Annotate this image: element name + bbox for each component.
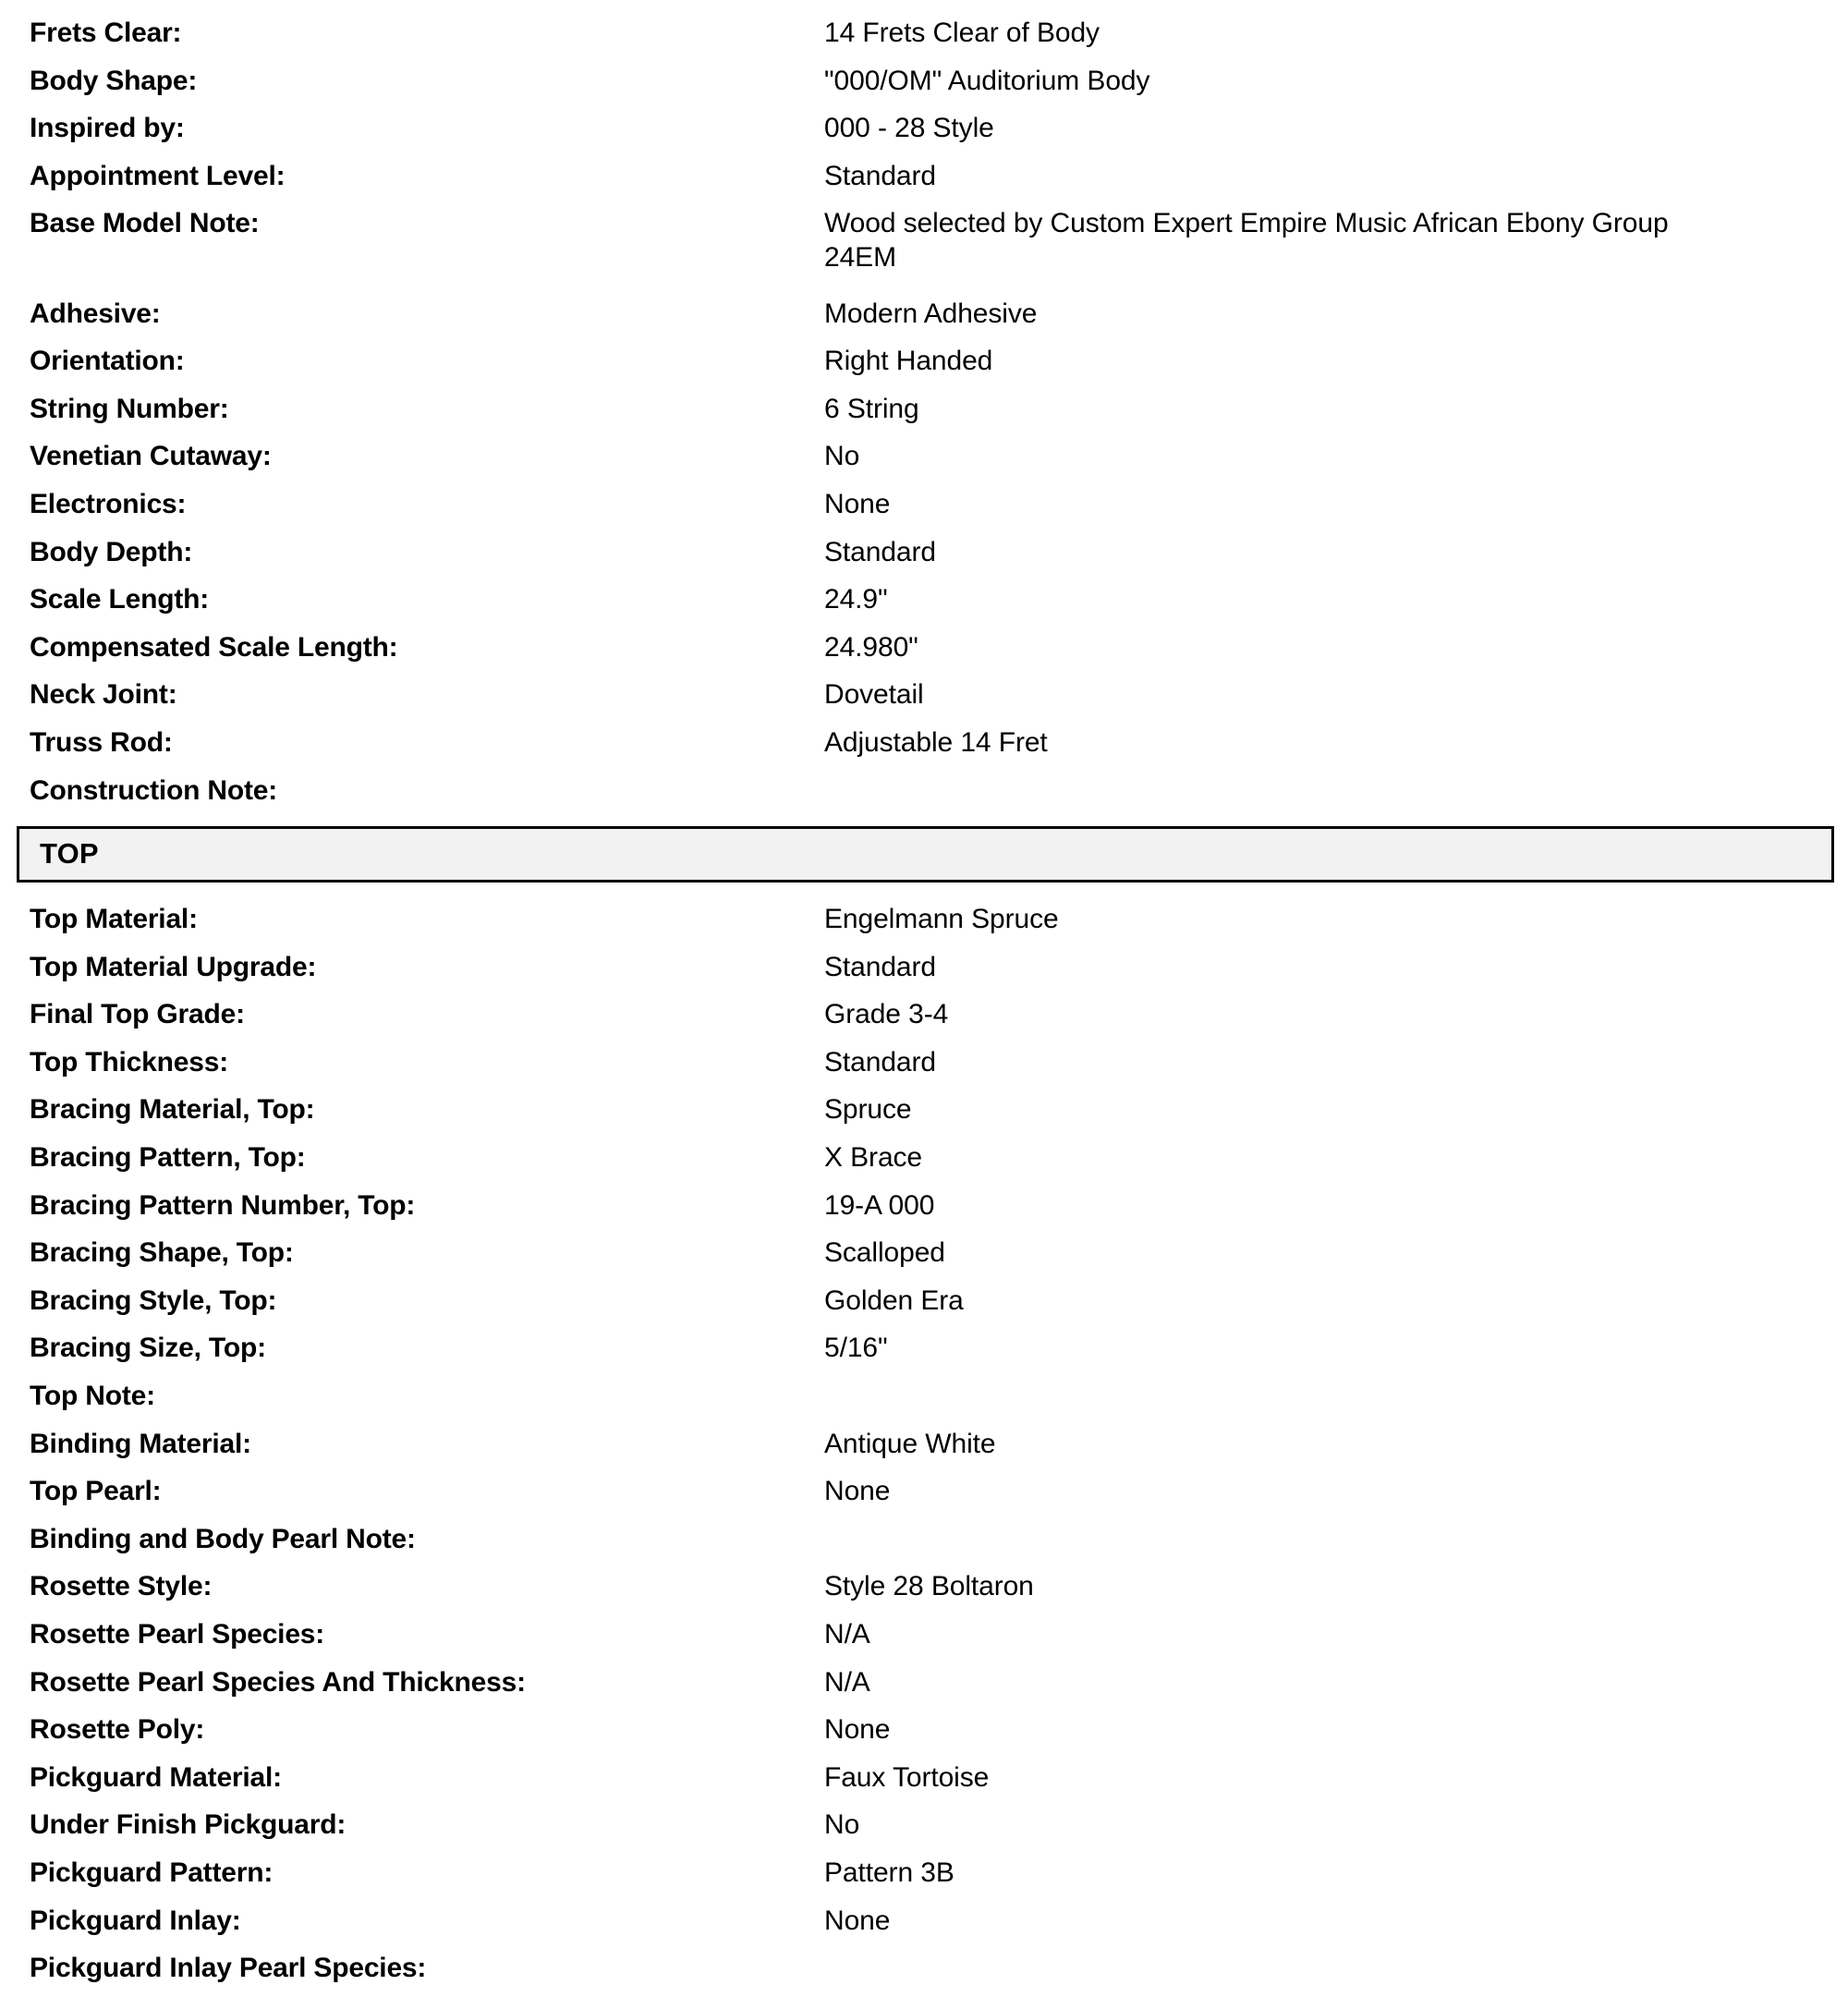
- spec-label: Bracing Material, Top:: [30, 1094, 315, 1126]
- spec-label: Pickguard Inlay Pearl Species:: [30, 1953, 427, 1984]
- spec-row: [11, 1428, 1837, 1462]
- spec-value: Faux Tortoise: [824, 1761, 990, 1793]
- spec-label: Bracing Shape, Top:: [30, 1237, 294, 1269]
- spec-value: None: [824, 488, 891, 519]
- spec-label: Rosette Pearl Species:: [30, 1619, 325, 1650]
- spec-value: Standard: [824, 1046, 936, 1078]
- spec-value: Pattern 3B: [824, 1857, 954, 1888]
- spec-row: [11, 298, 1837, 332]
- spec-value: 000 - 28 Style: [824, 113, 994, 144]
- spec-row: [11, 583, 1837, 617]
- spec-value: Standard: [824, 951, 936, 982]
- spec-value: Style 28 Boltaron: [824, 1571, 1034, 1602]
- spec-value: Scalloped: [824, 1237, 945, 1269]
- spec-label: Adhesive:: [30, 298, 161, 329]
- spec-label: Appointment Level:: [30, 160, 286, 191]
- spec-row: [11, 998, 1837, 1032]
- spec-row: [11, 1857, 1837, 1891]
- spec-label: Base Model Note:: [30, 208, 260, 239]
- spec-row: [11, 1046, 1837, 1080]
- spec-label: Orientation:: [30, 346, 185, 377]
- spec-value: Spruce: [824, 1094, 912, 1126]
- spec-value: Standard: [824, 160, 936, 191]
- spec-row: [11, 1475, 1837, 1509]
- spec-label: Bracing Size, Top:: [30, 1333, 266, 1364]
- spec-value: Standard: [824, 536, 936, 567]
- spec-label: Bracing Pattern Number, Top:: [30, 1189, 416, 1221]
- spec-row: [11, 1332, 1837, 1366]
- spec-row: [11, 1523, 1837, 1557]
- spec-value: No: [824, 1809, 860, 1841]
- spec-label: Top Thickness:: [30, 1046, 229, 1078]
- spec-value: 5/16": [824, 1333, 888, 1364]
- spec-value: Dovetail: [824, 679, 924, 711]
- spec-value: Golden Era: [824, 1285, 964, 1316]
- spec-row: [11, 1952, 1837, 1986]
- spec-value: Right Handed: [824, 346, 993, 377]
- spec-label: Pickguard Inlay:: [30, 1905, 241, 1936]
- spec-row: [11, 1093, 1837, 1127]
- spec-value: Antique White: [824, 1428, 996, 1459]
- spec-row: [11, 440, 1837, 474]
- spec-value: None: [824, 1905, 891, 1936]
- spec-row: [11, 1666, 1837, 1700]
- spec-value: Adjustable 14 Fret: [824, 726, 1048, 758]
- spec-row: [11, 65, 1837, 99]
- spec-row: [11, 774, 1837, 809]
- spec-label: Under Finish Pickguard:: [30, 1809, 346, 1841]
- spec-row: [11, 1380, 1837, 1414]
- spec-label: Final Top Grade:: [30, 999, 245, 1030]
- spec-row: [11, 1618, 1837, 1652]
- spec-value: None: [824, 1476, 891, 1507]
- spec-label: String Number:: [30, 393, 229, 424]
- spec-row: [11, 1905, 1837, 1939]
- spec-label: Construction Note:: [30, 774, 278, 806]
- spec-value: 6 String: [824, 393, 919, 424]
- spec-value: Wood selected by Custom Expert Empire Music African Ebony Group 24EM: [824, 208, 1669, 273]
- spec-label: Pickguard Pattern:: [30, 1857, 274, 1888]
- spec-value: N/A: [824, 1619, 870, 1650]
- spec-value: Grade 3-4: [824, 999, 949, 1030]
- spec-row: [11, 393, 1837, 427]
- spec-row: [11, 488, 1837, 522]
- spec-row: [11, 1713, 1837, 1747]
- spec-row: [11, 17, 1837, 51]
- spec-value: Modern Adhesive: [824, 298, 1038, 329]
- spec-label: Bracing Style, Top:: [30, 1285, 277, 1316]
- spec-row: [11, 726, 1837, 761]
- spec-label: Rosette Pearl Species And Thickness:: [30, 1666, 526, 1698]
- spec-value: N/A: [824, 1666, 870, 1698]
- spec-row: [11, 631, 1837, 665]
- spec-value: X Brace: [824, 1142, 923, 1174]
- spec-section-top: [11, 903, 1837, 1986]
- spec-label: Rosette Style:: [30, 1571, 213, 1602]
- spec-label: Venetian Cutaway:: [30, 441, 272, 472]
- spec-value: No: [824, 441, 860, 472]
- spec-row: [11, 1808, 1837, 1843]
- spec-row: [11, 678, 1837, 712]
- spec-value: Engelmann Spruce: [824, 904, 1059, 935]
- spec-label: Body Depth:: [30, 536, 193, 567]
- spec-label: Body Shape:: [30, 65, 198, 96]
- spec-row: [11, 536, 1837, 570]
- spec-row: [11, 345, 1837, 379]
- spec-row: [11, 1285, 1837, 1319]
- spec-value: 19-A 000: [824, 1189, 935, 1221]
- spec-label: Truss Rod:: [30, 726, 173, 758]
- spec-label: Binding and Body Pearl Note:: [30, 1523, 416, 1554]
- spec-label: Rosette Poly:: [30, 1714, 205, 1746]
- spec-value: 24.980": [824, 631, 918, 663]
- section-header-top: [17, 826, 1834, 883]
- spec-row: [11, 207, 1837, 274]
- spec-value: 24.9": [824, 584, 888, 615]
- spec-row: [11, 1761, 1837, 1796]
- spec-row: [11, 1141, 1837, 1175]
- spec-label: Inspired by:: [30, 113, 185, 144]
- spec-label: Top Material Upgrade:: [30, 951, 317, 982]
- spec-value: None: [824, 1714, 891, 1746]
- spec-label: Top Note:: [30, 1381, 155, 1412]
- spec-value: 14 Frets Clear of Body: [824, 18, 1100, 48]
- spec-label: Scale Length:: [30, 584, 210, 615]
- spec-value: "000/OM" Auditorium Body: [824, 65, 1150, 96]
- spec-label: Neck Joint:: [30, 679, 177, 711]
- spec-label: Bracing Pattern, Top:: [30, 1142, 306, 1174]
- spec-label: Pickguard Material:: [30, 1761, 282, 1793]
- spec-label: Top Material:: [30, 904, 198, 935]
- spec-label: Electronics:: [30, 488, 187, 519]
- spec-row: [11, 1570, 1837, 1604]
- spec-row: [11, 1236, 1837, 1271]
- spec-label: Binding Material:: [30, 1428, 251, 1459]
- spec-label: Top Pearl:: [30, 1476, 162, 1507]
- spec-row: [11, 903, 1837, 937]
- spec-row: [11, 951, 1837, 985]
- spec-label: Frets Clear:: [30, 18, 182, 48]
- spec-label: Compensated Scale Length:: [30, 631, 398, 663]
- spec-row: [11, 160, 1837, 194]
- spec-section-general: [11, 17, 1837, 808]
- spec-row: [11, 112, 1837, 146]
- spec-row: [11, 1189, 1837, 1224]
- section-title: TOP: [40, 837, 99, 871]
